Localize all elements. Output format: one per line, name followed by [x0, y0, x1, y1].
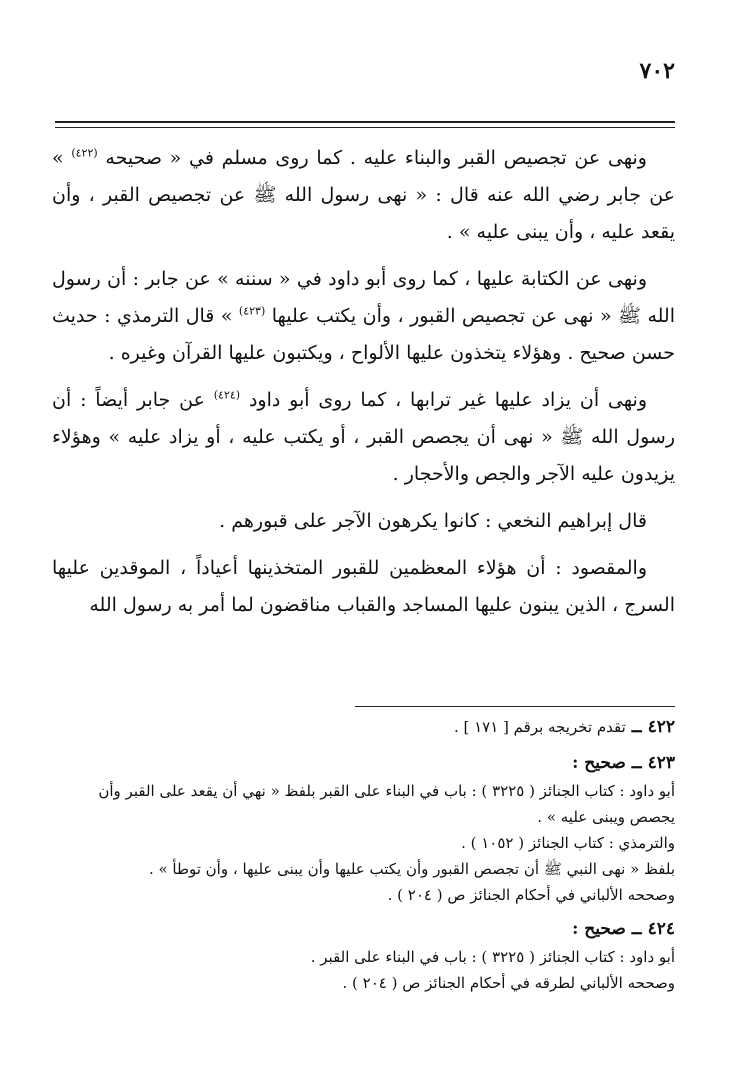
- footnote-ref-423[interactable]: (٤٢٣): [238, 304, 266, 318]
- footnote-424-line-2: وصححه الألباني لطرقه في أحكام الجنائز ص ( ٢٠٤ ) .: [342, 974, 675, 992]
- paragraph-1: [52, 140, 675, 251]
- header-rule-thick: [55, 121, 675, 123]
- footnote-423-heading: ٤٢٣ ــ صحيح :: [572, 753, 675, 773]
- paragraph-2-text-b: » قال الترمذي : حديث حسن صحيح . وهؤلاء يتخذون عليها الألواح ، ويكتبون عليها القرآن وغيره .: [52, 305, 675, 364]
- footnote-separator: [355, 706, 675, 707]
- footnote-ref-424[interactable]: (٤٢٤): [213, 388, 241, 402]
- paragraph-4-text: قال إبراهيم النخعي : كانوا يكرهون الآجر على قبورهم .: [219, 510, 647, 532]
- header-rule-thin: [55, 127, 675, 128]
- footnote-ref-422[interactable]: (٤٢٢): [71, 146, 98, 160]
- footnotes: [52, 712, 675, 1002]
- footnote-423: [52, 748, 675, 908]
- paragraph-4: [52, 503, 675, 540]
- paragraph-3: [52, 382, 675, 493]
- paragraph-2: [52, 261, 675, 372]
- paragraph-5: [52, 550, 675, 624]
- footnote-423-line-1: أبو داود : كتاب الجنائز ( ٣٢٢٥ ) : باب في البناء على القبر بلفظ « نهي أن يقعد على القبر وأن يجصص ويبنى عليه » .: [98, 782, 675, 826]
- footnote-422-number: ٤٢٢ ــ: [631, 717, 675, 737]
- footnote-422: [52, 712, 675, 742]
- main-text: [52, 140, 675, 634]
- page-number: ٧٠٢: [639, 58, 675, 84]
- footnote-424-line-1: أبو داود : كتاب الجنائز ( ٣٢٢٥ ) : باب في البناء على القبر .: [310, 948, 675, 966]
- paragraph-3-text-a: ونهى أن يزاد عليها غير ترابها ، كما روى أبو داود: [248, 389, 647, 411]
- paragraph-5-text: والمقصود : أن هؤلاء المعظمين للقبور المتخذينها أعياداً ، الموقدين عليها السرج ، الذين يبنون عليها المساجد والقباب مناقضون لما أمر به رسول الله: [52, 557, 675, 616]
- paragraph-3-text-b: عن جابر أيضاً : أن رسول الله ﷺ « نهى أن يجصص القبر ، أو يكتب عليه ، أو يزاد عليه » وهؤلاء يزيدون عليه الآجر والجص والأحجار .: [52, 389, 675, 485]
- paragraph-1-text-b: » عن جابر رضي الله عنه قال : « نهى رسول الله ﷺ عن تجصيص القبر ، وأن يقعد عليه ، وأن يبنى عليه » .: [52, 147, 675, 243]
- footnote-423-line-3: بلفظ « نهى النبي ﷺ أن تجصص القبور وأن يكتب عليها وأن يبنى عليها ، وأن توطأ » .: [148, 860, 675, 878]
- footnote-423-line-4: وصححه الألباني في أحكام الجنائز ص ( ٢٠٤ ) .: [387, 886, 675, 904]
- paragraph-2-text-a: ونهى عن الكتابة عليها ، كما روى أبو داود في « سننه » عن جابر : أن رسول الله ﷺ « نهى عن تجصيص القبور ، وأن يكتب عليها: [52, 268, 675, 327]
- footnote-423-line-2: والترمذي : كتاب الجنائز ( ١٠٥٢ ) .: [461, 834, 675, 852]
- footnote-424-heading: ٤٢٤ ــ صحيح :: [572, 919, 675, 939]
- footnote-424: [52, 914, 675, 996]
- footnote-422-text: تقدم تخريجه برقم [ ١٧١ ] .: [453, 718, 626, 736]
- paragraph-1-text-a: ونهى عن تجصيص القبر والبناء عليه . كما روى مسلم في « صحيحه: [105, 147, 647, 169]
